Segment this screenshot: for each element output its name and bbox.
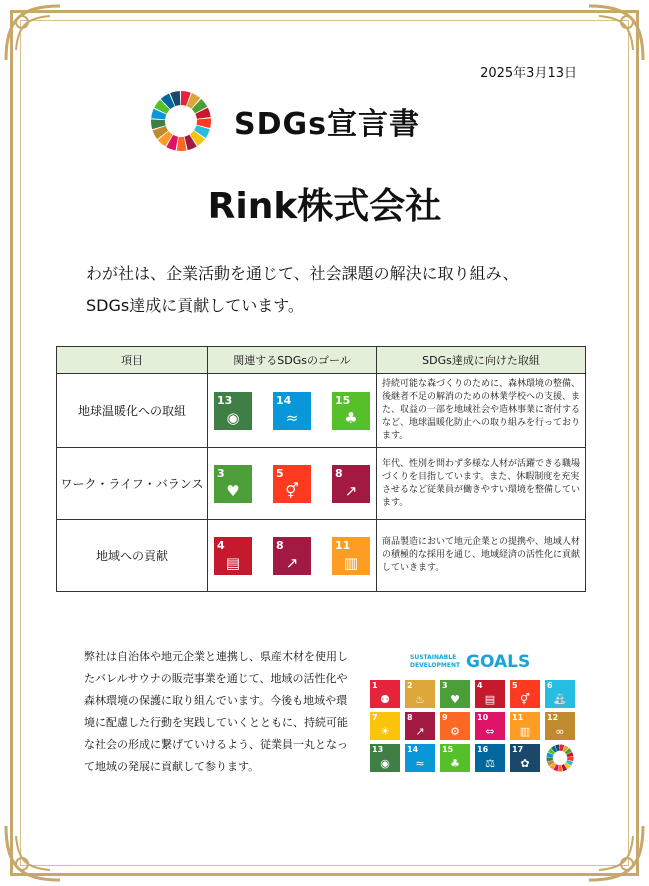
row-description: 持続可能な森づくりのために、森林環境の整備、後継者不足の解消のための林業学校への支援、また、収益の一部を地域社会や造林事業に寄付するなど、地球温暖化防止への取り組みを行っております。	[377, 374, 586, 448]
goal-symbol: ↗	[285, 553, 299, 572]
goal-symbol: ▥	[343, 553, 359, 572]
goal-number: 15	[442, 745, 454, 754]
goal-number: 4	[217, 538, 225, 552]
life-on-land-icon	[440, 744, 470, 772]
goal-symbol: ↗	[344, 481, 358, 500]
goal-icons	[214, 537, 370, 575]
goal-number: 7	[372, 713, 378, 722]
goal-symbol: ⚥	[285, 481, 299, 500]
goal-symbol: ↗	[415, 725, 425, 738]
goal-symbol: ♥	[226, 481, 240, 500]
goal-number: 11	[335, 538, 351, 552]
goal-symbol: ◉	[226, 408, 240, 427]
goal-number: 6	[547, 681, 553, 690]
corner-ornament-icon	[579, 0, 649, 70]
intro-line: SDGs達成に貢献しています。	[86, 296, 304, 315]
goal-number: 13	[372, 745, 384, 754]
corner-ornament-icon	[0, 816, 70, 886]
climate-action-icon	[370, 744, 400, 772]
partnerships-icon	[510, 744, 540, 772]
clean-water-icon	[545, 680, 575, 708]
row-item-label: 地球温暖化への取組	[57, 374, 208, 448]
intro-statement	[86, 258, 519, 322]
row-item-label: 地域への貢献	[57, 520, 208, 592]
goal-icons	[214, 392, 370, 430]
no-poverty-icon	[370, 680, 400, 708]
goal-symbol: ▤	[484, 693, 496, 706]
goal-symbol: ⚥	[520, 693, 530, 706]
table-row	[57, 448, 586, 520]
gender-equality-icon	[273, 465, 311, 503]
sdg-wheel-small-icon	[545, 744, 575, 772]
sdg-wheel-icon	[150, 90, 212, 152]
goal-number: 5	[512, 681, 518, 690]
quality-education-icon	[214, 537, 252, 575]
good-health-icon	[440, 680, 470, 708]
logo-text-development: DEVELOPMENT	[410, 662, 461, 669]
goal-number: 14	[407, 745, 419, 754]
goal-symbol: ∞	[555, 725, 565, 738]
goal-symbol: ▥	[519, 725, 531, 738]
logo-text-sustainable: SUSTAINABLE	[410, 654, 457, 661]
intro-line: わが社は、企業活動を通じて、社会課題の解決に取り組み、	[86, 264, 519, 283]
goal-number: 2	[407, 681, 413, 690]
decent-work-icon	[273, 537, 311, 575]
goal-number: 15	[335, 393, 351, 407]
wheel-segment	[177, 137, 187, 151]
goal-number: 12	[547, 713, 559, 722]
goal-symbol: ♣	[344, 408, 358, 427]
closing-statement: 弊社は自治体や地元企業と連携し、県産木材を使用したバレルサウナの販売事業を通じて、地域の活性化や森林環境の保護に取り組んでいます。今後も地域や環境に配慮した行動を実践していくとともに、持続可能な社会の形成に繋げていけるよう、従業員一丸となって地域の発展に貢献して参ります。	[84, 650, 348, 773]
goal-symbol: ♣	[450, 757, 460, 770]
company-name: Rink株式会社	[207, 186, 442, 227]
sdgs-logo	[370, 652, 576, 674]
goal-number: 16	[477, 745, 489, 754]
goal-number: 5	[276, 466, 284, 480]
gender-equality-icon	[510, 680, 540, 708]
sustainable-cities-icon	[332, 537, 370, 575]
goal-number: 10	[477, 713, 489, 722]
goal-symbol: ⚙	[450, 725, 460, 738]
column-header-initiatives: SDGs達成に向けた取組	[377, 347, 586, 374]
goal-symbol: ✿	[520, 757, 530, 770]
row-description: 年代、性別を問わず多様な人材が活躍できる職場づくりを目指しています。また、休暇制度を充実させるなど従業員が働きやすい環境を整備しています。	[377, 448, 586, 520]
goal-number: 8	[407, 713, 413, 722]
goal-number: 1	[372, 681, 378, 690]
decent-work-icon	[332, 465, 370, 503]
clean-energy-icon	[370, 712, 400, 740]
sdgs-goals-table	[56, 346, 586, 592]
page-title: SDGs宣言書	[234, 107, 420, 142]
goal-number: 8	[335, 466, 343, 480]
decent-work-icon	[405, 712, 435, 740]
goal-symbol: ☀	[380, 725, 390, 738]
sustainable-cities-icon	[510, 712, 540, 740]
goal-symbol: ⇔	[485, 725, 495, 738]
goal-number: 3	[217, 466, 225, 480]
goal-symbol: ≈	[415, 757, 425, 770]
goal-symbol: ▤	[225, 553, 241, 572]
responsible-consumption-icon	[545, 712, 575, 740]
life-on-land-icon	[332, 392, 370, 430]
goals-grid	[370, 680, 576, 772]
corner-ornament-icon	[579, 816, 649, 886]
row-description: 商品製造において地元企業との提携や、地域人材の積極的な採用を通じ、地域経済の活性化に貢献していきます。	[377, 520, 586, 592]
wheel-segment	[558, 765, 562, 771]
goal-symbol: ⚉	[380, 693, 390, 706]
industry-innovation-icon	[440, 712, 470, 740]
goal-number: 3	[442, 681, 448, 690]
goal-symbol: ≈	[285, 408, 299, 427]
declaration-date: 2025年3月13日	[480, 66, 577, 81]
goal-symbol: ♥	[450, 693, 460, 706]
goal-number: 11	[512, 713, 524, 722]
row-item-label: ワーク・ライフ・バランス	[57, 448, 208, 520]
reduced-inequalities-icon	[475, 712, 505, 740]
good-health-icon	[214, 465, 252, 503]
column-header-item: 項目	[57, 347, 208, 374]
goal-number: 14	[276, 393, 292, 407]
zero-hunger-icon	[405, 680, 435, 708]
table-row	[57, 520, 586, 592]
goal-number: 13	[217, 393, 233, 407]
goal-icons	[214, 465, 370, 503]
declaration-header	[150, 90, 420, 152]
table-row	[57, 374, 586, 448]
climate-action-icon	[214, 392, 252, 430]
logo-text-goals: GOALS	[466, 652, 531, 672]
goal-number: 17	[512, 745, 524, 754]
goal-symbol: ⚖	[485, 757, 495, 770]
goal-number: 8	[276, 538, 284, 552]
goal-number: 4	[477, 681, 483, 690]
corner-ornament-icon	[0, 0, 70, 70]
goal-symbol: ♨	[415, 693, 425, 706]
column-header-goals: 関連するSDGsのゴール	[208, 347, 377, 374]
sdgs-goals-panel	[370, 652, 576, 772]
life-below-water-icon	[405, 744, 435, 772]
goal-symbol: ◉	[380, 757, 390, 770]
table-header-row	[57, 347, 586, 374]
life-below-water-icon	[273, 392, 311, 430]
goal-symbol: ⛲	[553, 693, 567, 706]
peace-justice-icon	[475, 744, 505, 772]
quality-education-icon	[475, 680, 505, 708]
goal-number: 9	[442, 713, 448, 722]
